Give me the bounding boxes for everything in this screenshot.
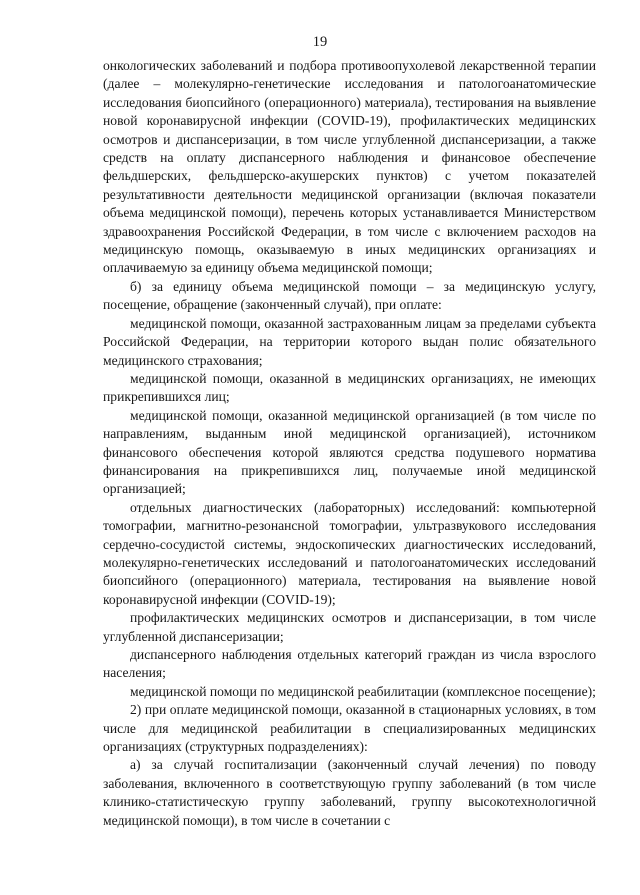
- paragraph: медицинской помощи, оказанной в медицинских организациях, не имеющих прикрепившихся лиц;: [103, 370, 596, 405]
- paragraph: онкологических заболеваний и подбора противоопухолевой лекарственной терапии (далее – молекулярно-генетические исследования и патологоанатомические исследования биопсийного (операционного) материала), тестирования на выявление новой коронавирусной инфекции (COVID-19), профилактических медицинских осмотров и диспансеризации, в том числе углубленной диспансеризации, а также средств на оплату диспансерного наблюдения и финансовое обеспечение фельдшерских, фельдшерско-акушерских пунктов) с учетом показателей результативности деятельности медицинской организации (включая показатели объема медицинской помощи), перечень которых устанавливается Министерством здравоохранения Российской Федерации, в том числе с включением расходов на медицинскую помощь, оказываемую в иных медицинских организациях и оплачиваемую за единицу объема медицинской помощи;: [103, 58, 596, 276]
- paragraph: 2) при оплате медицинской помощи, оказанной в стационарных условиях, в том числе для медицинской реабилитации в специализированных медицинских организациях (структурных подразделениях):: [103, 702, 596, 755]
- paragraph: отдельных диагностических (лабораторных) исследований: компьютерной томографии, магнитно-резонансной томографии, ультразвукового исследования сердечно-сосудистой системы, эндоскопических диагностических исследований, молекулярно-генетических исследований и патологоанатомических исследований биопсийного (операционного) материала, тестирования на выявление новой коронавирусной инфекции (COVID-19);: [103, 499, 596, 607]
- page-number: 19: [312, 34, 328, 50]
- paragraph: а) за случай госпитализации (законченный случай лечения) по поводу заболевания, включенного в соответствующую группу заболеваний (в том числе клинико-статистическую группу заболеваний, группу высокотехнологичной медицинской помощи), в том числе в сочетании с: [103, 757, 596, 828]
- paragraph: медицинской помощи по медицинской реабилитации (комплексное посещение);: [130, 683, 596, 699]
- paragraph: диспансерного наблюдения отдельных категорий граждан из числа взрослого населения;: [103, 647, 596, 681]
- paragraph: профилактических медицинских осмотров и диспансеризации, в том числе углубленной диспансеризации;: [103, 610, 596, 644]
- paragraph: б) за единицу объема медицинской помощи – за медицинскую услугу, посещение, обращение (законченный случай), при оплате:: [103, 278, 596, 313]
- document-body: [103, 57, 596, 830]
- paragraph: медицинской помощи, оказанной застрахованным лицам за пределами субъекта Российской Федерации, на территории которого выдан полис обязательного медицинского страхования;: [103, 315, 596, 368]
- paragraph: медицинской помощи, оказанной медицинской организацией (в том числе по направлениям, выданным иной медицинской организацией), источником финансового обеспечения которой являются средства подушевого норматива финансирования на прикрепившихся лиц, получаемые иной медицинской организацией;: [103, 407, 596, 497]
